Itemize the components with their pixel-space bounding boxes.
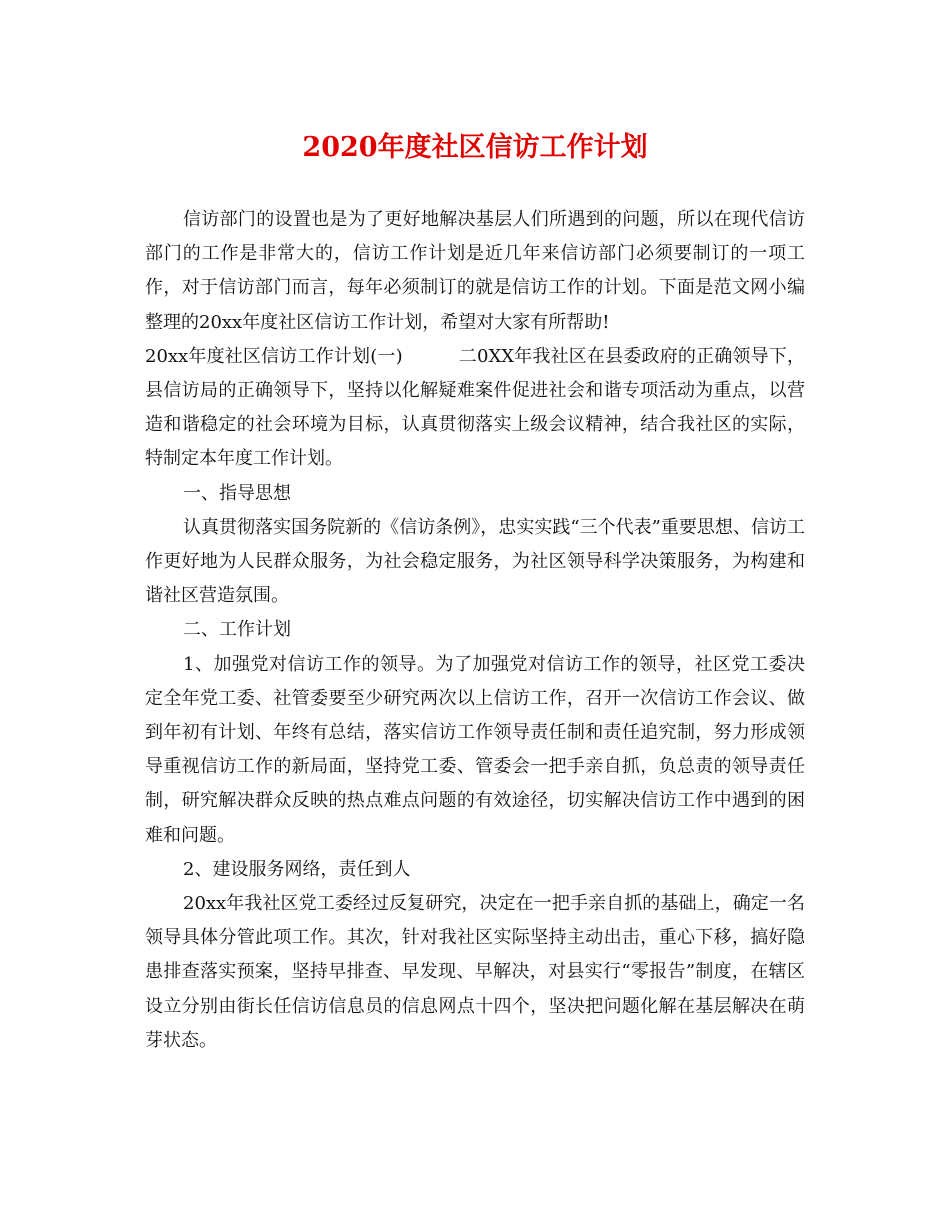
plan-paragraph bbox=[145, 340, 805, 477]
section2-heading: 二、工作计划 bbox=[183, 619, 291, 641]
section1-body: 认真贯彻落实国务院新的《信访条例》，忠实实践“三个代表”重要思想、信访工作更好地为人民群众服务，为社会稳定服务，为社区领导科学决策服务，为构建和谐社区营造氛围。 bbox=[145, 516, 805, 607]
item1-paragraph: 1、加强党对信访工作的领导。为了加强党对信访工作的领导，社区党工委决定全年党工委、社管委要至少研究两次以上信访工作，召开一次信访工作会议、做到年初有计划、年终有总结，落实信访工作领导责任制和责任追究制，努力形成领导重视信访工作的新局面，坚持党工委、管委会一把手亲自抓，负总责的领导责任制，研究解决群众反映的热点难点问题的有效途径，切实解决信访工作中遇到的困难和问题。 bbox=[145, 653, 805, 846]
item2-body: 20xx年我社区党工委经过反复研究，决定在一把手亲自抓的基础上，确定一名领导具体分管此项工作。其次，针对我社区实际坚持主动出击，重心下移，搞好隐患排查落实预案，坚持早排查、早发现、早解决，对县实行“零报告”制度，在辖区设立分别由街长任信访信息员的信息网点十四个，坚决把问题化解在基层解决在萌芽状态。 bbox=[145, 893, 805, 1051]
intro-paragraph: 信访部门的设置也是为了更好地解决基层人们所遇到的问题，所以在现代信访部门的工作是非常大的，信访工作计划是近几年来信访部门必须要制订的一项工作，对于信访部门而言，每年必须制订的就是信访工作的计划。下面是范文网小编整理的20xx年度社区信访工作计划，希望对大家有所帮助! bbox=[145, 209, 805, 333]
item2-heading: 2、建设服务网络，责任到人 bbox=[183, 858, 411, 880]
document-title: 2020年度社区信访工作计划 bbox=[302, 132, 648, 163]
document-body bbox=[145, 203, 805, 1058]
plan-heading: 20xx年度社区信访工作计划(一) bbox=[145, 345, 403, 367]
section1-heading: 一、指导思想 bbox=[183, 482, 291, 504]
plan-lead: 二0XX年我社区在县委政府的正确领导下，县信访局的正确领导下，坚持以化解疑难案件促进社会和谐专项活动为重点，以营造和谐稳定的社会环境为目标，认真贯彻落实上级会议精神，结合我社区的实际，特制定本年度工作计划。 bbox=[145, 345, 805, 470]
